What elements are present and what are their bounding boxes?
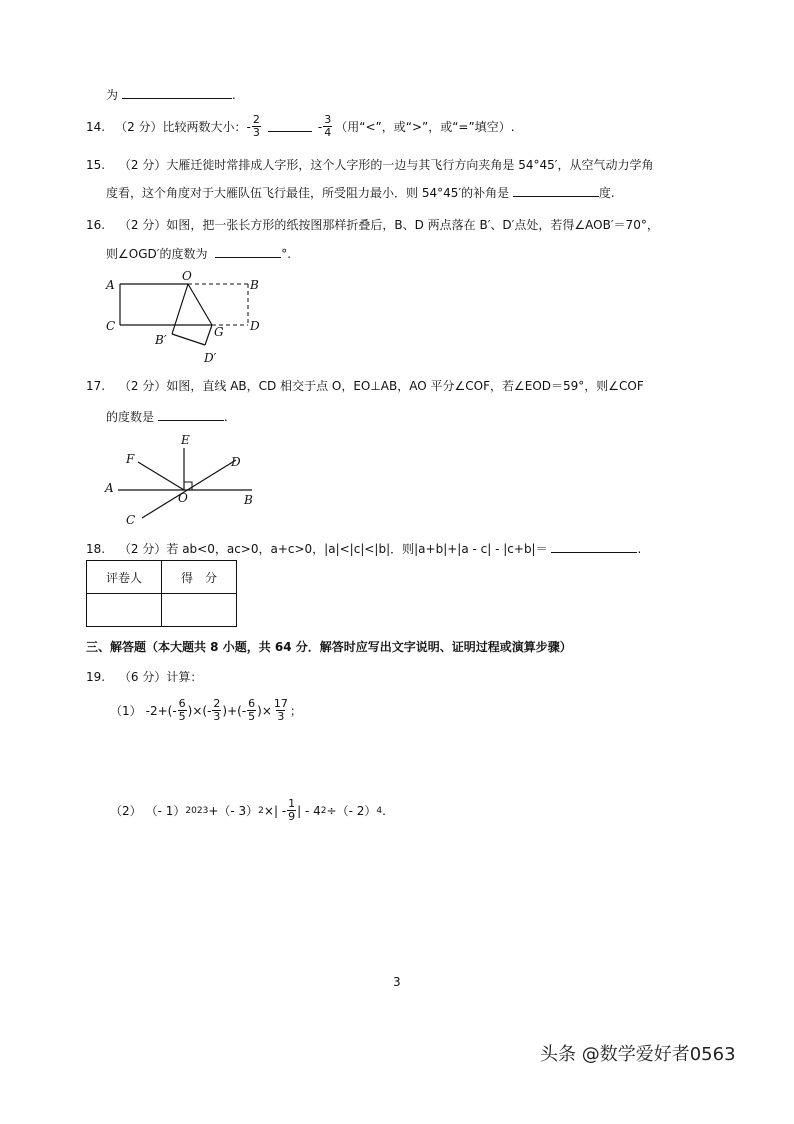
- question-17-line2: [106, 408, 228, 425]
- right-angle-mark: [184, 482, 192, 490]
- label-A: A: [105, 481, 114, 495]
- fraction-denominator: 9: [288, 810, 296, 823]
- fraction-numerator: 2: [252, 113, 260, 126]
- page-number: 3: [393, 975, 401, 989]
- fraction-denominator: 3: [277, 710, 285, 723]
- fraction-denominator: 5: [248, 710, 256, 723]
- q19-part-1: [110, 698, 302, 723]
- fraction-denominator: 3: [213, 710, 221, 723]
- q19-part-2: [110, 798, 386, 823]
- q19-p2-label: （2）: [110, 804, 142, 818]
- top-prefix: 为: [106, 88, 119, 102]
- q16-number: 16.: [86, 218, 106, 232]
- q19-p2-exp2: 2: [258, 805, 264, 816]
- q19-p1-a: -2+(-: [145, 703, 177, 718]
- question-16-line2: [106, 245, 291, 262]
- q18-number: 18.: [86, 542, 106, 556]
- label-F: F: [126, 452, 135, 466]
- fraction-numerator: 1: [288, 797, 296, 810]
- section-3-heading: 三、解答题（本大题共 8 小题，共 64 分．解答时应写出文字说明、证明过程或演算步骤）: [86, 640, 572, 654]
- edge-BpDp: [172, 334, 205, 345]
- score-table-header: [87, 561, 237, 594]
- fraction-numerator: 3: [324, 113, 332, 126]
- line-CD: [142, 460, 236, 518]
- q14-number: 14.: [86, 119, 106, 134]
- question-17: [86, 377, 644, 394]
- label-Dprime: D′: [204, 351, 217, 365]
- q19-p2-d: | - 4: [297, 803, 321, 818]
- q15-score: （2 分）: [118, 158, 167, 172]
- fraction-numerator: 2: [213, 697, 221, 710]
- q19-p1-e: ；: [289, 704, 302, 718]
- q14-tail: （用“<”，或“>”，或“=”填空）.: [335, 120, 515, 134]
- q19-number: 19.: [86, 670, 106, 684]
- fraction-denominator: 5: [178, 710, 186, 723]
- q14-fraction-1: [252, 114, 261, 139]
- score-table-row: [87, 594, 237, 627]
- q18-tail: .: [637, 542, 642, 556]
- q15-line2: 度看，这个角度对于大雁队伍飞行最佳，所受阻力最小．则 54°45′的补角是: [106, 186, 510, 200]
- label-B: B: [244, 493, 253, 507]
- q19-p1-label: （1）: [110, 704, 142, 718]
- q16-figure: [100, 268, 270, 370]
- q14-minus: -: [317, 119, 323, 134]
- q16-line2: 则∠OGD′的度数为: [106, 247, 208, 261]
- label-C: C: [106, 319, 116, 333]
- score-header: 得 分: [162, 561, 237, 594]
- q17-number: 17.: [86, 379, 106, 393]
- q19-p1-b: )×(-: [187, 703, 212, 718]
- question-19: [86, 668, 202, 685]
- q19-score: （6 分）: [118, 670, 167, 684]
- fraction-numerator: 17: [273, 697, 288, 710]
- q19-p2-b: +（- 3）: [208, 804, 259, 818]
- question-15: [86, 156, 653, 173]
- q17-line1: 如图，直线 AB，CD 相交于点 O，EO⊥AB，AO 平分∠COF，若∠EOD＝59°，则∠COF: [166, 379, 644, 393]
- q15-line1: 大雁迁徙时常排成人字形，这个人字形的一边与其飞行方向夹角是 54°45′，从空气动力学角: [166, 158, 654, 172]
- q18-answer-blank[interactable]: [551, 542, 637, 553]
- q16-score: （2 分）: [118, 218, 167, 232]
- q19-p1-frac4: [273, 698, 289, 723]
- q17-figure: [100, 430, 270, 530]
- label-D: D: [250, 319, 260, 333]
- ray-OF: [138, 462, 184, 490]
- top-suffix: .: [231, 88, 236, 102]
- label-O: O: [182, 269, 192, 283]
- label-E: E: [181, 433, 190, 447]
- q16-unit: °.: [281, 247, 292, 261]
- q17-line2: 的度数是: [106, 410, 155, 424]
- fold-OG: [188, 284, 212, 325]
- label-B: B: [250, 278, 259, 292]
- q18-text: 若 ab<0，ac>0，a+c>0，|a|<|c|<|b|．则|a+b|+|a - c| - |c+b|＝: [166, 542, 548, 556]
- q15-answer-blank[interactable]: [513, 186, 599, 197]
- q19-p1-frac2: [212, 698, 221, 723]
- q19-p1-frac3: [247, 698, 256, 723]
- q16-line1: 如图，把一张长方形的纸按图那样折叠后，B、D 两点落在 B′、D′点处，若得∠AOB′＝70°，: [166, 218, 659, 232]
- q14-answer-blank[interactable]: [268, 121, 312, 132]
- label-D: D: [231, 455, 241, 469]
- q19-p1-frac1: [178, 698, 187, 723]
- q19-p1-d: )×: [257, 703, 272, 718]
- label-Bprime: B′: [155, 333, 167, 347]
- q19-title: 计算：: [166, 670, 203, 684]
- question-14: [86, 114, 515, 139]
- label-A: A: [106, 278, 115, 292]
- q17-answer-blank[interactable]: [158, 410, 224, 421]
- edge-OBp: [172, 284, 188, 334]
- grader-header: 评卷人: [87, 561, 162, 594]
- q19-p2-exp3: 2: [320, 805, 327, 816]
- q15-number: 15.: [86, 158, 106, 172]
- question-18: [86, 540, 641, 557]
- top-answer-line: [106, 86, 236, 103]
- watermark-text: 头条 @数学爱好者0563: [540, 1044, 736, 1065]
- fraction-numerator: 6: [248, 697, 256, 710]
- fraction-denominator: 4: [324, 126, 332, 139]
- q15-unit: 度.: [598, 186, 615, 200]
- question-15-line2: [106, 184, 615, 201]
- q19-p2-frac1: [287, 798, 296, 823]
- fraction-numerator: 6: [178, 697, 186, 710]
- q17-score: （2 分）: [118, 379, 167, 393]
- edge-DpG: [205, 325, 212, 345]
- q18-score: （2 分）: [118, 542, 167, 556]
- q19-p2-e: ÷（- 2）: [326, 804, 377, 818]
- q19-p2-exp4: 4: [376, 805, 383, 816]
- q19-p2-f: .: [382, 803, 386, 818]
- fraction-denominator: 3: [252, 126, 260, 139]
- label-G: G: [214, 325, 224, 339]
- label-C: C: [126, 513, 136, 527]
- q14-text: 比较两数大小：-: [162, 120, 251, 134]
- q19-p2-a: （- 1）: [145, 804, 186, 818]
- q14-score: （2 分）: [115, 120, 163, 134]
- q19-p1-c: )+(-: [222, 703, 247, 718]
- question-16: [86, 216, 659, 233]
- label-O: O: [178, 491, 188, 505]
- q17-tail: .: [223, 410, 228, 424]
- score-table: [86, 560, 237, 627]
- q19-p2-c: ×| -: [263, 803, 287, 818]
- q14-fraction-2: [323, 114, 332, 139]
- score-cell[interactable]: [162, 594, 237, 627]
- q16-answer-blank[interactable]: [215, 247, 281, 258]
- answer-blank[interactable]: [122, 88, 232, 99]
- q19-p2-exp1: 2023: [185, 805, 209, 816]
- grader-cell[interactable]: [87, 594, 162, 627]
